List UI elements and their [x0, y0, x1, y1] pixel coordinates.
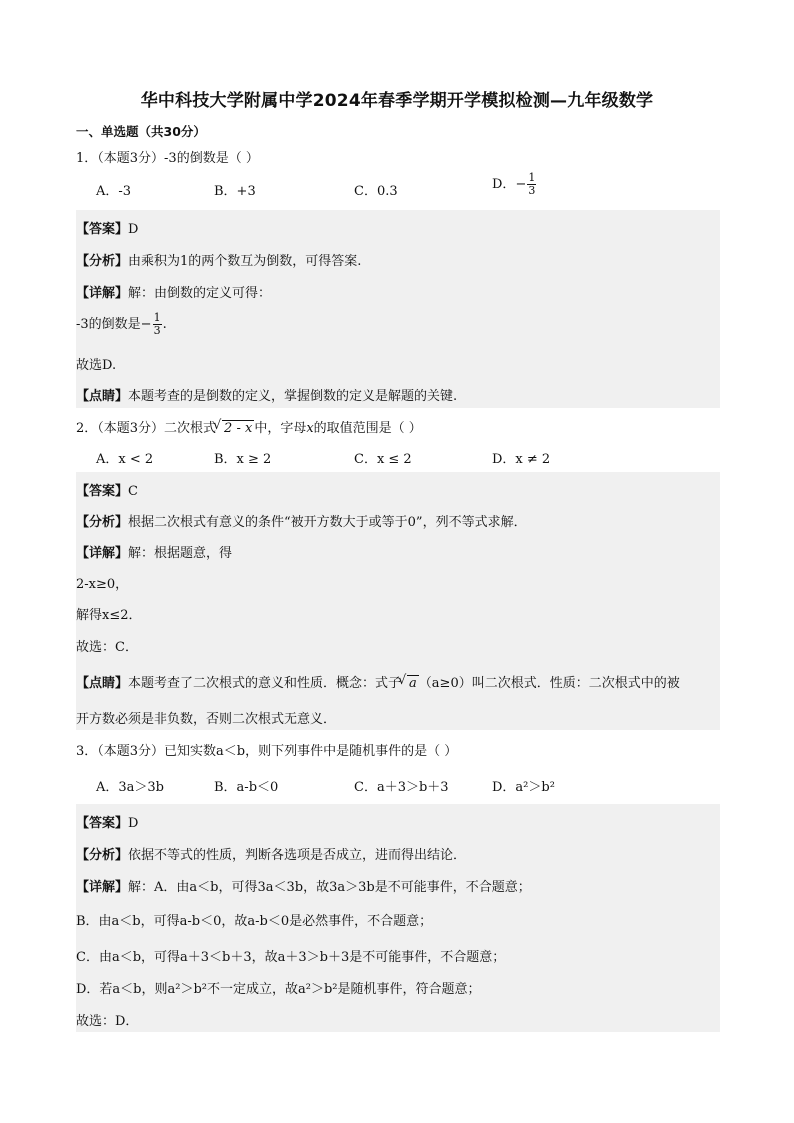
- q1-detail: 【详解】解：由倒数的定义可得：: [76, 286, 272, 301]
- q2-comment: 【点睛】本题考查了二次根式的意义和性质．概念：式子√ a （a≥0）叫二次根式．性质：二次根式中的被: [76, 672, 680, 691]
- question-3-stem: 3．（本题3分）已知实数a＜b，则下列事件中是随机事件的是（ ）: [76, 744, 458, 759]
- sqrt-expression: √ a: [407, 675, 419, 691]
- option-b: B．+3: [214, 184, 256, 199]
- sqrt-expression: √ 2 - x: [222, 420, 254, 436]
- option-c: C．a＋3＞b＋3: [354, 780, 449, 795]
- option-a: A．3a＞3b: [96, 780, 165, 795]
- q1-choice: 故选D.: [76, 358, 117, 373]
- option-d: D．− $\frac{1}{3}$: [492, 171, 536, 197]
- option-c: C．0.3: [354, 184, 398, 199]
- q3-detail: 【详解】解：A．由a＜b，可得3a＜3b，故3a＞3b是不可能事件，不合题意；: [76, 880, 531, 895]
- option-c: C．x ≤ 2: [354, 452, 412, 467]
- q2-line-1: 2-x≥0，: [76, 577, 129, 592]
- q3-line-2: C．由a＜b，可得a＋3＜b＋3，故a＋3＞b＋3是不可能事件，不合题意；: [76, 950, 506, 965]
- q1-answer: 【答案】D: [76, 222, 139, 237]
- q1-comment: 【点睛】本题考查的是倒数的定义，掌握倒数的定义是解题的关键.: [76, 389, 458, 404]
- question-2-stem: 2．（本题3分）二次根式√ 2 - x 中，字母x的取值范围是（ ）: [76, 417, 422, 436]
- q2-line-3: 故选：C．: [76, 640, 138, 655]
- option-d: D．x ≠ 2: [492, 452, 551, 467]
- q3-line-3: D．若a＜b，则a²＞b²不一定成立，故a²＞b²是随机事件，符合题意；: [76, 982, 481, 997]
- q2-detail: 【详解】解：根据题意，得: [76, 546, 233, 561]
- q2-answer: 【答案】C: [76, 484, 138, 499]
- q3-analysis: 【分析】依据不等式的性质，判断各选项是否成立，进而得出结论．: [76, 848, 467, 863]
- q2-analysis: 【分析】根据二次根式有意义的条件“被开方数大于或等于0”，列不等式求解．: [76, 515, 527, 530]
- option-b: B．x ≥ 2: [214, 452, 272, 467]
- q3-answer: 【答案】D: [76, 816, 139, 831]
- q1-detail-line: -3的倒数是− $\frac{1}{3}$ .: [76, 311, 167, 337]
- q3-line-1: B．由a＜b，可得a-b＜0，故a-b＜0是必然事件，不合题意；: [76, 914, 433, 929]
- q3-line-4: 故选：D．: [76, 1014, 139, 1029]
- option-a: A．-3: [96, 184, 132, 199]
- q1-analysis: 【分析】由乘积为1的两个数互为倒数，可得答案.: [76, 254, 362, 269]
- question-1-stem: 1．（本题3分）-3的倒数是（ ）: [76, 151, 259, 166]
- option-d: D．a²＞b²: [492, 780, 555, 795]
- q2-line-2: 解得x≤2．: [76, 608, 142, 623]
- page-title: 华中科技大学附属中学2024年春季学期开学模拟检测—九年级数学: [140, 91, 654, 111]
- question-1-solution: [76, 210, 720, 408]
- option-b: B．a-b＜0: [214, 780, 279, 795]
- option-a: A．x < 2: [96, 452, 154, 467]
- q2-comment-cont: 开方数必须是非负数，否则二次根式无意义．: [76, 712, 337, 727]
- section-heading: 一、单选题（共30分）: [76, 124, 206, 139]
